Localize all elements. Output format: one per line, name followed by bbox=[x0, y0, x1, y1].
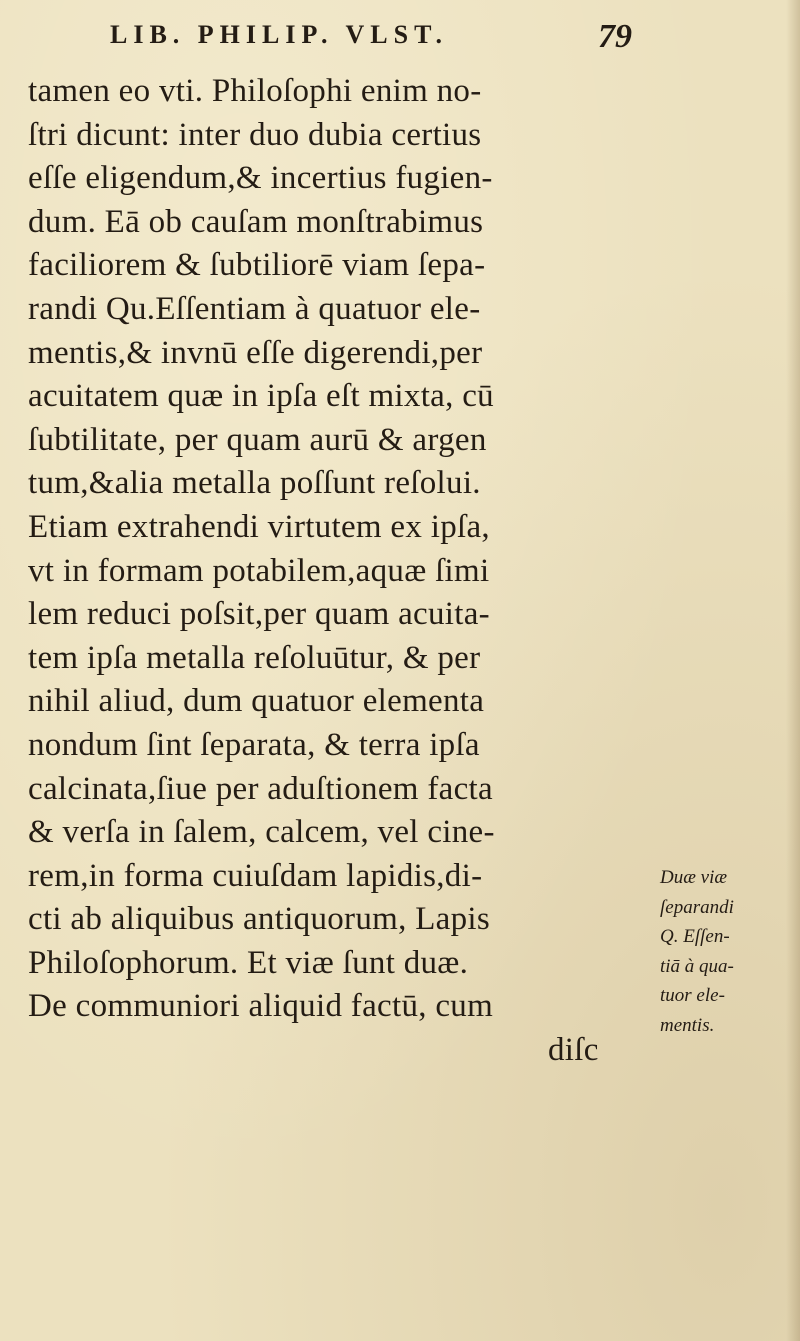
text-line: & verſa in ſalem, calcem, vel cine- bbox=[28, 814, 495, 851]
body-text bbox=[28, 70, 648, 1073]
text-line: Philoſophorum. Et viæ ſunt duæ. bbox=[28, 944, 469, 981]
text-line: faciliorem & ſubtiliorē viam ſepa- bbox=[28, 247, 486, 284]
text-line: tamen eo vti. Philoſophi enim no- bbox=[28, 73, 482, 109]
text-line: cti ab aliquibus antiquorum, Lapis bbox=[28, 901, 491, 938]
text-line: nondum ſint ſeparata, & terra ipſa bbox=[28, 726, 480, 763]
marginal-note-line: ſeparandi bbox=[660, 896, 734, 918]
text-line: De communiori aliquid factū, cum bbox=[28, 988, 494, 1025]
text-line: dum. Eā ob cauſam monſtrabimus bbox=[28, 203, 484, 240]
page-header bbox=[110, 18, 670, 58]
marginal-note-line: Q. Eſſen- bbox=[660, 926, 730, 947]
marginal-note-line: tuor ele- bbox=[660, 985, 725, 1006]
text-line: ſubtilitate, per quam aurū & argen bbox=[28, 421, 487, 458]
text-line: rem,in forma cuiuſdam lapidis,di- bbox=[28, 857, 483, 894]
text-line: mentis,& invnū eſſe digerendi,per bbox=[28, 334, 483, 371]
marginal-note bbox=[660, 863, 790, 1040]
text-line: lem reduci poſsit,per quam acuita- bbox=[28, 596, 490, 633]
marginal-note-line: Duæ viæ bbox=[660, 867, 728, 888]
text-line: Etiam extrahendi virtutem ex ipſa, bbox=[28, 508, 490, 545]
text-line: nihil aliud, dum quatuor elementa bbox=[28, 683, 485, 720]
text-line: eſſe eligendum,& incertius fugien- bbox=[28, 160, 493, 197]
page-edge-shadow bbox=[786, 0, 800, 1341]
running-title: LIB. PHILIP. VLST. bbox=[110, 20, 449, 49]
text-line: tem ipſa metalla reſoluūtur, & per bbox=[28, 639, 481, 676]
marginal-note-line: tiā à qua- bbox=[660, 955, 734, 977]
page-number: 79 bbox=[598, 18, 632, 55]
text-line: tum,&alia metalla poſſunt reſolui. bbox=[28, 465, 481, 502]
text-line: calcinata,ſiue per aduſtionem facta bbox=[28, 770, 493, 807]
catchword: diſc bbox=[548, 1032, 599, 1069]
text-line: acuitatem quæ in ipſa eſt mixta, cū bbox=[28, 378, 494, 415]
text-line: vt in formam potabilem,aquæ ſimi bbox=[28, 552, 490, 589]
text-line: ſtri dicunt: inter duo dubia certius bbox=[28, 116, 482, 153]
marginal-note-line: mentis. bbox=[660, 1014, 715, 1036]
text-line: randi Qu.Eſſentiam à quatuor ele- bbox=[28, 290, 481, 327]
